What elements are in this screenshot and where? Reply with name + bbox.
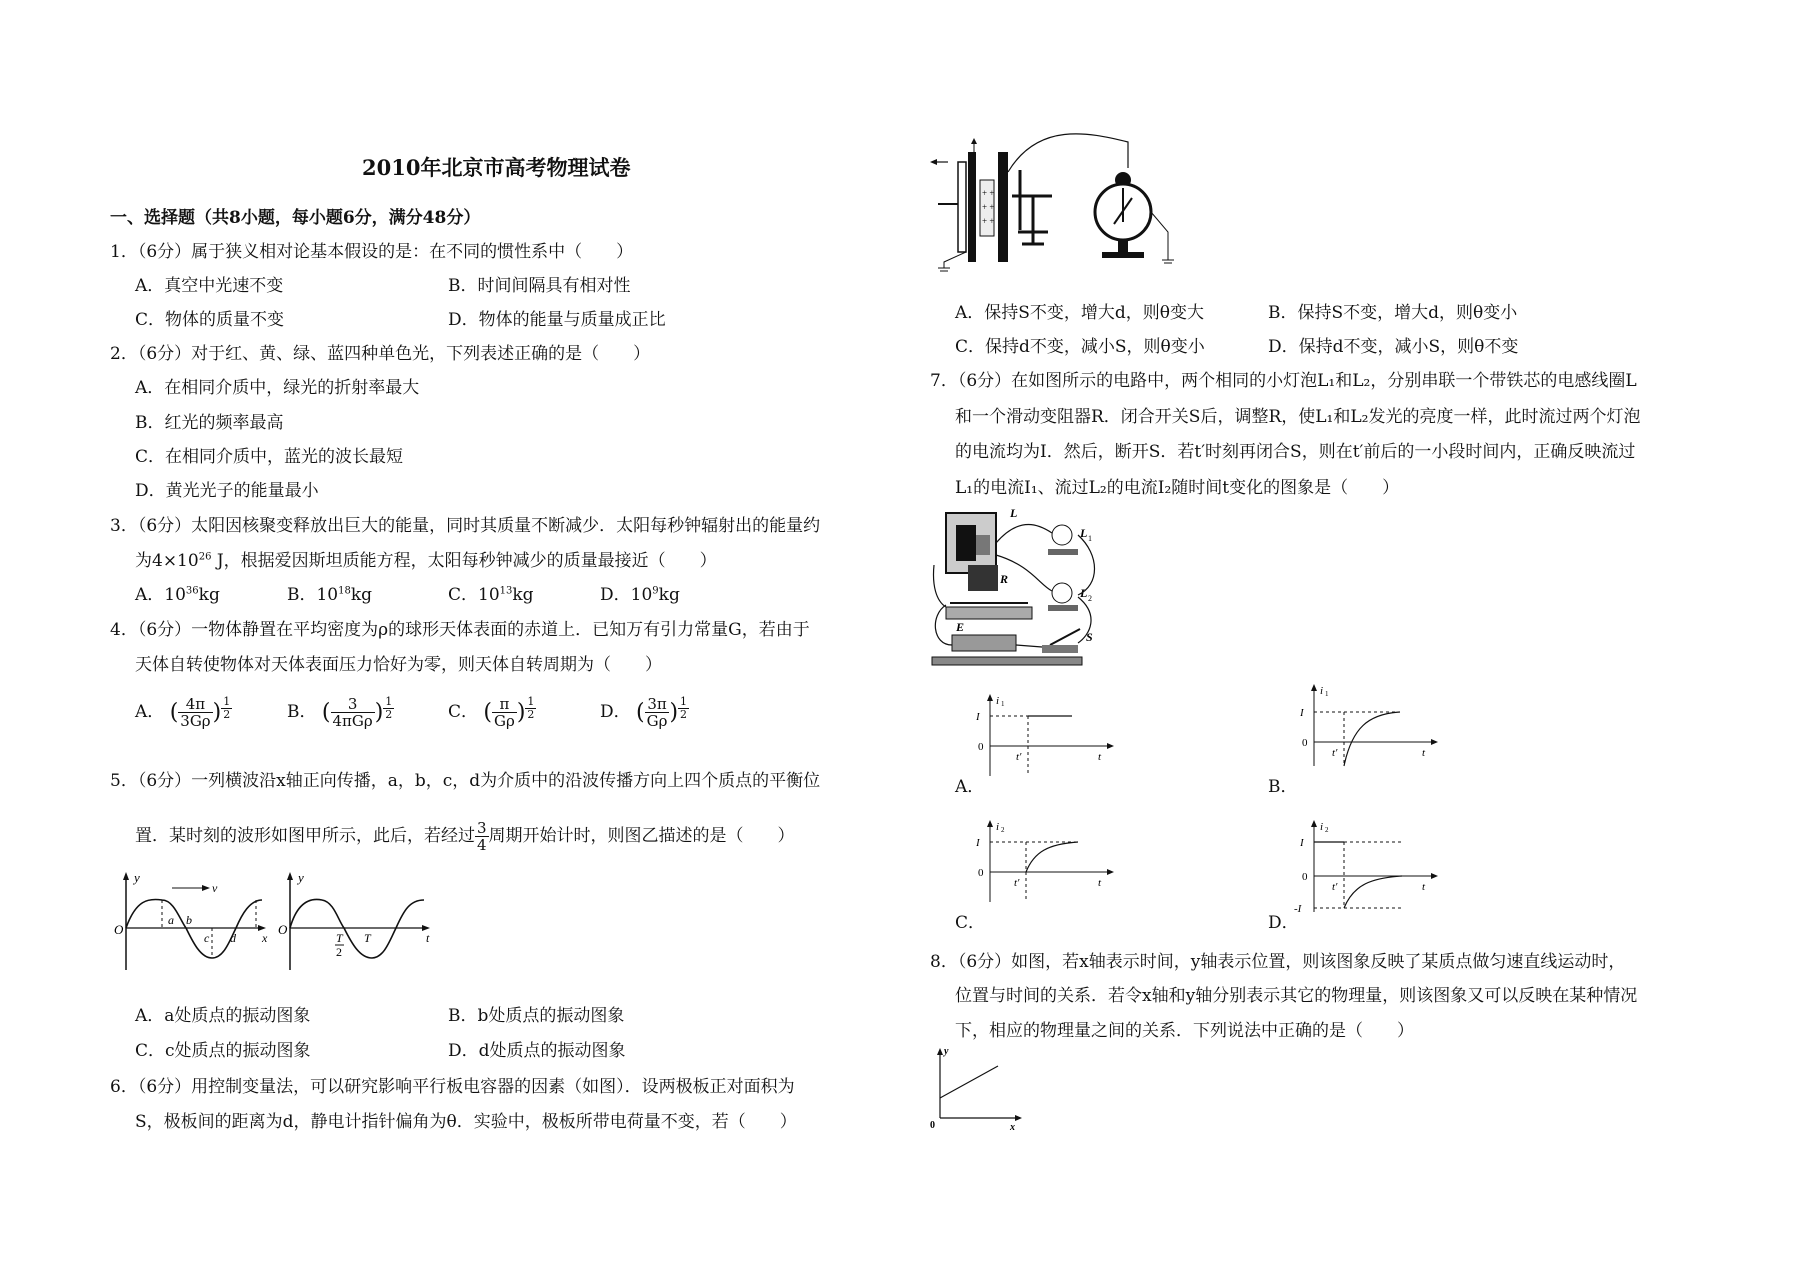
q6-option-d[interactable]: D．保持d不变，减小S，则θ不变 [1268, 337, 1519, 357]
svg-text:c: c [204, 931, 210, 945]
svg-text:I: I [976, 711, 980, 723]
svg-text:2: 2 [1001, 826, 1005, 834]
q6-option-a[interactable]: A．保持S不变，增大d，则θ变大 [955, 303, 1205, 323]
svg-text:y: y [944, 1046, 949, 1057]
svg-text:1: 1 [1088, 534, 1092, 543]
q7-stem-line2: 和一个滑动变阻器R．闭合开关S后，调整R，使L₁和L₂发光的亮度一样，此时流过两个灯泡 [955, 407, 1641, 427]
q4-stem-line2: 天体自转使物体对天体表面压力恰好为零，则天体自转周期为（ ） [135, 655, 662, 675]
svg-text:i: i [1320, 685, 1324, 697]
q7-graph-a [968, 692, 1118, 784]
q5-option-a[interactable]: A．a处质点的振动图象 [135, 1006, 311, 1026]
svg-text:T: T [336, 931, 343, 945]
svg-text:t: t [1422, 747, 1426, 759]
q7-stem-line3: 的电流均为I．然后，断开S．若t′时刻再闭合S，则在t′前后的一小段时间内，正确反映流过 [955, 442, 1636, 462]
q8-stem-line2: 位置与时间的关系．若令x轴和y轴分别表示其它的物理量，则该图象又可以反映在某种情况 [955, 986, 1638, 1006]
svg-text:t: t [1098, 877, 1102, 889]
svg-text:t: t [426, 931, 430, 945]
vibration-figure [276, 870, 436, 974]
svg-text:+ +: + + [982, 216, 995, 226]
q7-graph-c [968, 818, 1118, 910]
svg-text:0: 0 [978, 867, 984, 879]
q2-option-a[interactable]: A．在相同介质中，绿光的折射率最大 [135, 378, 420, 398]
svg-text:0: 0 [978, 741, 984, 753]
wave-figure [112, 870, 270, 974]
svg-text:1: 1 [1325, 690, 1329, 698]
svg-text:I: I [1300, 837, 1304, 849]
q5-option-d[interactable]: D．d处质点的振动图象 [448, 1041, 626, 1061]
svg-text:i: i [996, 821, 1000, 833]
q2-option-d[interactable]: D．黄光光子的能量最小 [135, 481, 319, 501]
q6-option-b[interactable]: B．保持S不变，增大d，则θ变小 [1268, 303, 1518, 323]
circuit-figure [930, 505, 1120, 667]
svg-text:i: i [996, 695, 1000, 707]
q5-stem-line2: 置．某时刻的波形如图甲所示，此后，若经过 $\frac{3}{4}$ 周期开始计时，则图乙描述的是（ ） [135, 819, 795, 854]
svg-text:a: a [168, 913, 174, 927]
q1-option-d[interactable]: D．物体的能量与质量成正比 [448, 310, 666, 330]
q2-stem: 2．（6分）对于红、黄、绿、蓝四种单色光，下列表述正确的是（ ） [110, 344, 651, 364]
svg-text:i: i [1320, 821, 1324, 833]
q3-stem-line2: 为$4\times 10^{26}$ J，根据爱因斯坦质能方程，太阳每秒钟减少的质量最接近（ ） [135, 551, 717, 571]
svg-text:t′: t′ [1014, 877, 1020, 889]
svg-text:v: v [212, 881, 218, 895]
svg-text:2: 2 [336, 945, 342, 959]
q3-option-b[interactable]: B．$10^{18}kg$ [287, 585, 373, 605]
q8-stem-line3: 下，相应的物理量之间的关系．下列说法中正确的是（ ） [955, 1021, 1414, 1041]
page-title: 2010年北京市高考物理试卷 [362, 155, 631, 180]
svg-text:I: I [1300, 707, 1304, 719]
q3-stem-line1: 3．（6分）太阳因核聚变释放出巨大的能量，同时其质量不断减少．太阳每秒钟辐射出的能量约 [110, 516, 821, 536]
q7-option-d[interactable]: D． [1268, 913, 1299, 933]
svg-text:+ +: + + [982, 202, 995, 212]
q4-stem-line1: 4．（6分）一物体静置在平均密度为ρ的球形天体表面的赤道上．已知万有引力常量G，若由于 [110, 620, 810, 640]
q6-option-c[interactable]: C．保持d不变，减小S，则θ变小 [955, 337, 1205, 357]
q7-graph-d [1292, 818, 1442, 918]
svg-text:T: T [364, 931, 371, 945]
svg-text:d: d [230, 931, 236, 945]
q1-option-c[interactable]: C．物体的质量不变 [135, 310, 285, 330]
q5-option-c[interactable]: C．c处质点的振动图象 [135, 1041, 311, 1061]
q4-option-d[interactable]: D． ( $\frac{3\pi}{G\rho}$ ) $\frac{1}{2}$ [600, 695, 688, 730]
svg-text:1: 1 [1001, 700, 1005, 708]
q4-option-a[interactable]: A． ( $\frac{4\pi}{3G\rho}$ ) $\frac{1}{2}$ [135, 695, 231, 730]
svg-text:S: S [1086, 630, 1093, 644]
svg-text:O: O [114, 922, 124, 937]
svg-text:-I: -I [1294, 903, 1302, 915]
q7-stem-line4: L₁的电流I₁、流过L₂的电流I₂随时间t变化的图象是（ ） [955, 478, 1400, 498]
svg-text:t: t [1422, 881, 1426, 893]
q3-option-a[interactable]: A．$10^{36}kg$ [135, 585, 220, 605]
svg-text:R: R [1000, 572, 1009, 586]
q2-option-c[interactable]: C．在相同介质中，蓝光的波长最短 [135, 447, 404, 467]
q6-stem-line1: 6．（6分）用控制变量法，可以研究影响平行板电容器的因素（如图）．设两极板正对面积为 [110, 1077, 795, 1097]
svg-text:t′: t′ [1016, 751, 1022, 763]
q7-option-a[interactable]: A． [955, 777, 985, 797]
svg-text:O: O [278, 922, 288, 937]
svg-text:I: I [976, 837, 980, 849]
capacitor-electroscope-figure [928, 132, 1188, 277]
svg-text:y: y [298, 870, 304, 885]
q8-stem-line1: 8．（6分）如图，若x轴表示时间，y轴表示位置，则该图象反映了某质点做匀速直线运动时， [930, 952, 1626, 972]
svg-text:2: 2 [1325, 826, 1329, 834]
q1-option-b[interactable]: B．时间间隔具有相对性 [448, 276, 631, 296]
svg-text:L: L [1080, 526, 1088, 540]
svg-text:x: x [1010, 1122, 1015, 1130]
svg-text:t′: t′ [1332, 881, 1338, 893]
svg-text:+ +: + + [982, 188, 995, 198]
svg-text:2: 2 [1088, 594, 1092, 603]
svg-text:0: 0 [1302, 871, 1308, 883]
svg-text:b: b [186, 913, 192, 927]
q7-stem-line1: 7．（6分）在如图所示的电路中，两个相同的小灯泡L₁和L₂，分别串联一个带铁芯的电感线圈L [930, 371, 1637, 391]
svg-text:L: L [1080, 586, 1088, 600]
svg-text:t: t [1098, 751, 1102, 763]
q7-option-b[interactable]: B． [1268, 777, 1298, 797]
q7-graph-b [1292, 682, 1442, 774]
q3-option-d[interactable]: D．$10^9kg$ [600, 585, 680, 605]
svg-text:L: L [1010, 506, 1018, 520]
q6-stem-line2: S，极板间的距离为d，静电计指针偏角为θ．实验中，极板所带电荷量不变，若（ ） [135, 1112, 797, 1132]
q4-option-c[interactable]: C． ( $\frac{\pi}{G\rho}$ ) $\frac{1}{2}$ [448, 695, 535, 730]
svg-text:0: 0 [1302, 737, 1308, 749]
q1-stem: 1．（6分）属于狭义相对论基本假设的是：在不同的惯性系中（ ） [110, 242, 634, 262]
section-heading: 一、选择题（共8小题，每小题6分，满分48分） [110, 208, 481, 228]
svg-text:E: E [956, 620, 965, 634]
q3-option-c[interactable]: C．$10^{13}kg$ [448, 585, 534, 605]
svg-text:0: 0 [930, 1120, 935, 1130]
svg-text:x: x [262, 931, 268, 945]
q8-linear-graph [928, 1044, 1028, 1130]
q5-stem-line1: 5．（6分）一列横波沿x轴正向传播，a，b，c，d为介质中的沿波传播方向上四个质点的平衡位 [110, 771, 821, 791]
svg-text:y: y [134, 870, 140, 885]
q4-option-b[interactable]: B． ( $\frac{3}{\text{4πGρ}}$ ) $\frac{1}{2}$ [287, 695, 393, 730]
q1-option-a[interactable]: A．真空中光速不变 [135, 276, 284, 296]
q5-option-b[interactable]: B．b处质点的振动图象 [448, 1006, 625, 1026]
q2-option-b[interactable]: B．红光的频率最高 [135, 413, 284, 433]
svg-text:t′: t′ [1332, 747, 1338, 759]
q7-option-c[interactable]: C． [955, 913, 986, 933]
